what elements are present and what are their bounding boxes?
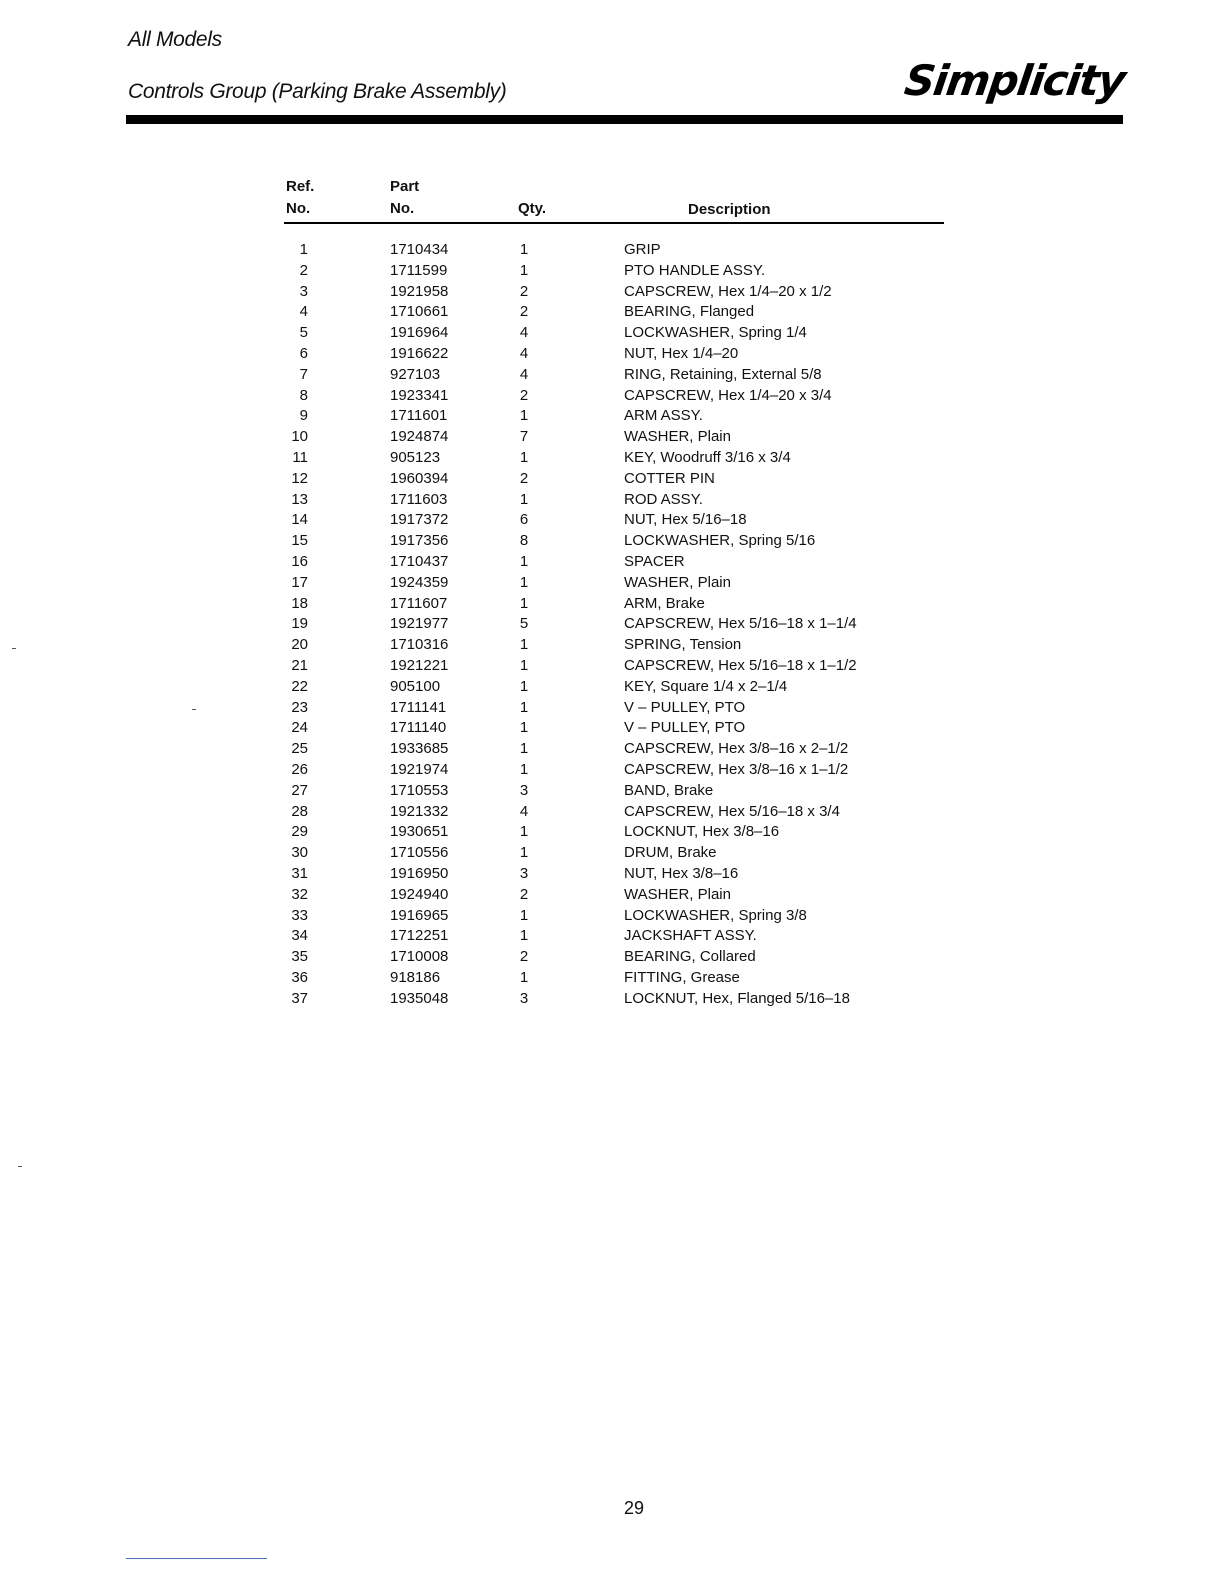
part-number-cell: 1710316 <box>390 636 449 654</box>
qty-cell: 4 <box>519 802 529 820</box>
table-row <box>0 386 1224 407</box>
description-cell: LOCKWASHER, Spring 5/16 <box>624 532 816 550</box>
ref-cell: 2 <box>299 261 308 279</box>
footer-rule <box>126 1558 267 1559</box>
qty-cell: 1 <box>519 844 529 862</box>
header-rule <box>126 115 1123 124</box>
table-row <box>0 781 1224 802</box>
description-cell: ARM, Brake <box>624 594 705 612</box>
description-cell: FITTING, Grease <box>624 968 740 986</box>
col-header-part-line1: Part <box>390 178 420 195</box>
ref-cell: 14 <box>291 511 308 529</box>
ref-cell: 4 <box>299 303 308 321</box>
part-number-cell: 1921977 <box>390 615 449 633</box>
table-row <box>0 344 1224 365</box>
part-number-cell: 1924359 <box>390 573 449 591</box>
qty-cell: 1 <box>519 740 529 758</box>
ref-cell: 36 <box>291 968 308 986</box>
ref-cell: 22 <box>291 677 308 695</box>
description-cell: CAPSCREW, Hex 3/8–16 x 1–1/2 <box>624 760 849 778</box>
table-row <box>0 718 1224 739</box>
part-number-cell: 1924874 <box>390 428 449 446</box>
qty-cell: 5 <box>519 615 529 633</box>
qty-cell: 2 <box>519 282 529 300</box>
scan-speck <box>192 709 196 710</box>
table-row <box>0 677 1224 698</box>
ref-cell: 29 <box>291 823 308 841</box>
table-header-rule <box>284 222 944 224</box>
models-label: All Models <box>128 28 222 51</box>
description-cell: SPRING, Tension <box>624 636 742 654</box>
ref-cell: 8 <box>299 386 308 404</box>
brand-logo: Simplicity <box>901 56 1128 105</box>
table-row <box>0 885 1224 906</box>
table-row <box>0 510 1224 531</box>
description-cell: SPACER <box>624 552 685 570</box>
description-cell: V – PULLEY, PTO <box>624 719 746 737</box>
ref-cell: 35 <box>291 948 308 966</box>
table-row <box>0 573 1224 594</box>
parts-table <box>0 240 1224 1009</box>
table-row <box>0 968 1224 989</box>
qty-cell: 1 <box>519 823 529 841</box>
part-number-cell: 1710553 <box>390 781 449 799</box>
ref-cell: 13 <box>291 490 308 508</box>
table-row <box>0 427 1224 448</box>
description-cell: CAPSCREW, Hex 1/4–20 x 3/4 <box>624 386 832 404</box>
part-number-cell: 1710434 <box>390 241 449 258</box>
table-row <box>0 323 1224 344</box>
qty-cell: 1 <box>519 760 529 778</box>
part-number-cell: 1916964 <box>390 324 449 342</box>
qty-cell: 3 <box>519 864 529 882</box>
part-number-cell: 905123 <box>390 448 441 466</box>
table-row <box>0 240 1224 261</box>
ref-cell: 15 <box>291 532 308 550</box>
table-row <box>0 490 1224 511</box>
col-header-description: Description <box>688 201 771 218</box>
table-row <box>0 635 1224 656</box>
table-row <box>0 406 1224 427</box>
ref-cell: 10 <box>291 428 308 446</box>
table-row <box>0 531 1224 552</box>
qty-cell: 1 <box>519 636 529 654</box>
part-number-cell: 1921332 <box>390 802 449 820</box>
ref-cell: 21 <box>291 656 308 674</box>
ref-cell: 18 <box>291 594 308 612</box>
qty-cell: 1 <box>519 968 529 986</box>
description-cell: BEARING, Flanged <box>624 303 755 321</box>
qty-cell: 2 <box>519 303 529 321</box>
col-header-ref-line1: Ref. <box>286 178 315 195</box>
description-cell: GRIP <box>624 241 661 258</box>
part-number-cell: 1712251 <box>390 927 449 945</box>
ref-cell: 25 <box>291 740 308 758</box>
ref-cell: 20 <box>291 636 308 654</box>
table-row <box>0 947 1224 968</box>
description-cell: BEARING, Collared <box>624 948 756 966</box>
description-cell: LOCKNUT, Hex, Flanged 5/16–18 <box>624 989 850 1007</box>
part-number-cell: 1921958 <box>390 282 449 300</box>
part-number-cell: 1930651 <box>390 823 449 841</box>
description-cell: CAPSCREW, Hex 3/8–16 x 2–1/2 <box>624 740 849 758</box>
description-cell: CAPSCREW, Hex 5/16–18 x 1–1/4 <box>624 615 857 633</box>
qty-cell: 2 <box>519 386 529 404</box>
section-title: Controls Group (Parking Brake Assembly) <box>128 80 507 103</box>
qty-cell: 1 <box>519 656 529 674</box>
part-number-cell: 1711141 <box>390 698 447 716</box>
qty-cell: 1 <box>519 261 529 279</box>
part-number-cell: 1711603 <box>390 490 448 508</box>
scan-speck <box>18 1166 22 1167</box>
description-cell: PTO HANDLE ASSY. <box>624 261 766 279</box>
col-header-ref-line2: No. <box>286 200 311 217</box>
ref-cell: 7 <box>299 365 308 383</box>
qty-cell: 1 <box>519 594 529 612</box>
table-row <box>0 448 1224 469</box>
table-row <box>0 906 1224 927</box>
table-row <box>0 843 1224 864</box>
qty-cell: 4 <box>519 344 529 362</box>
page-number: 29 <box>624 1498 645 1518</box>
table-row <box>0 760 1224 781</box>
qty-cell: 3 <box>519 781 529 799</box>
table-row <box>0 989 1224 1010</box>
table-row <box>0 469 1224 490</box>
description-cell: LOCKWASHER, Spring 3/8 <box>624 906 807 924</box>
ref-cell: 23 <box>291 698 308 716</box>
description-cell: COTTER PIN <box>624 469 715 487</box>
part-number-cell: 1916965 <box>390 906 449 924</box>
ref-cell: 5 <box>299 324 308 342</box>
scan-speck <box>12 648 16 649</box>
description-cell: DRUM, Brake <box>624 844 717 862</box>
qty-cell: 6 <box>519 511 529 529</box>
part-number-cell: 918186 <box>390 968 441 986</box>
part-number-cell: 1710661 <box>390 303 449 321</box>
qty-cell: 1 <box>519 698 529 716</box>
col-header-part-line2: No. <box>390 200 415 217</box>
part-number-cell: 1917372 <box>390 511 449 529</box>
part-number-cell: 1935048 <box>390 989 449 1007</box>
ref-cell: 34 <box>291 927 308 945</box>
part-number-cell: 1933685 <box>390 740 449 758</box>
col-header-qty: Qty. <box>518 200 547 217</box>
table-row <box>0 365 1224 386</box>
qty-cell: 1 <box>519 906 529 924</box>
ref-cell: 24 <box>291 719 308 737</box>
description-cell: WASHER, Plain <box>624 573 731 591</box>
description-cell: JACKSHAFT ASSY. <box>624 927 757 945</box>
table-row <box>0 739 1224 760</box>
table-row <box>0 864 1224 885</box>
description-cell: CAPSCREW, Hex 5/16–18 x 1–1/2 <box>624 656 857 674</box>
description-cell: KEY, Woodruff 3/16 x 3/4 <box>624 448 791 466</box>
ref-cell: 1 <box>299 241 308 258</box>
qty-cell: 1 <box>519 407 529 425</box>
table-row <box>0 282 1224 303</box>
ref-cell: 28 <box>291 802 308 820</box>
part-number-cell: 1710008 <box>390 948 449 966</box>
description-cell: LOCKWASHER, Spring 1/4 <box>624 324 807 342</box>
description-cell: BAND, Brake <box>624 781 714 799</box>
ref-cell: 33 <box>291 906 308 924</box>
part-number-cell: 1924940 <box>390 885 449 903</box>
qty-cell: 1 <box>519 573 529 591</box>
qty-cell: 3 <box>519 989 529 1007</box>
ref-cell: 31 <box>291 864 308 882</box>
ref-cell: 19 <box>291 615 308 633</box>
qty-cell: 4 <box>519 365 529 383</box>
part-number-cell: 1711599 <box>390 261 448 279</box>
ref-cell: 30 <box>291 844 308 862</box>
ref-cell: 12 <box>291 469 308 487</box>
description-cell: NUT, Hex 5/16–18 <box>624 511 747 529</box>
ref-cell: 9 <box>299 407 308 425</box>
qty-cell: 8 <box>519 532 529 550</box>
qty-cell: 1 <box>519 552 529 570</box>
ref-cell: 6 <box>299 344 308 362</box>
table-row <box>0 802 1224 823</box>
part-number-cell: 1711607 <box>390 594 448 612</box>
description-cell: ARM ASSY. <box>624 407 703 425</box>
description-cell: NUT, Hex 3/8–16 <box>624 864 739 882</box>
description-cell: KEY, Square 1/4 x 2–1/4 <box>624 677 788 695</box>
part-number-cell: 1960394 <box>390 469 449 487</box>
table-row <box>0 656 1224 677</box>
qty-cell: 1 <box>519 241 529 258</box>
ref-cell: 26 <box>291 760 308 778</box>
table-row <box>0 261 1224 282</box>
part-number-cell: 1710556 <box>390 844 449 862</box>
part-number-cell: 927103 <box>390 365 441 383</box>
part-number-cell: 1917356 <box>390 532 449 550</box>
qty-cell: 2 <box>519 469 529 487</box>
ref-cell: 37 <box>291 989 308 1007</box>
qty-cell: 7 <box>519 428 529 446</box>
part-number-cell: 1921974 <box>390 760 449 778</box>
description-cell: CAPSCREW, Hex 1/4–20 x 1/2 <box>624 282 832 300</box>
description-cell: WASHER, Plain <box>624 885 731 903</box>
qty-cell: 1 <box>519 927 529 945</box>
table-row <box>0 614 1224 635</box>
qty-cell: 2 <box>519 885 529 903</box>
ref-cell: 16 <box>291 552 308 570</box>
part-number-cell: 905100 <box>390 677 441 695</box>
description-cell: CAPSCREW, Hex 5/16–18 x 3/4 <box>624 802 840 820</box>
ref-cell: 17 <box>291 573 308 591</box>
ref-cell: 11 <box>292 448 308 466</box>
qty-cell: 4 <box>519 324 529 342</box>
description-cell: V – PULLEY, PTO <box>624 698 746 716</box>
table-row <box>0 698 1224 719</box>
part-number-cell: 1916950 <box>390 864 449 882</box>
table-row <box>0 822 1224 843</box>
part-number-cell: 1711601 <box>390 407 448 425</box>
description-cell: ROD ASSY. <box>624 490 703 508</box>
part-number-cell: 1711140 <box>390 719 447 737</box>
description-cell: LOCKNUT, Hex 3/8–16 <box>624 823 780 841</box>
qty-cell: 1 <box>519 677 529 695</box>
qty-cell: 2 <box>519 948 529 966</box>
ref-cell: 27 <box>291 781 308 799</box>
part-number-cell: 1710437 <box>390 552 449 570</box>
part-number-cell: 1921221 <box>390 656 449 674</box>
table-row <box>0 926 1224 947</box>
part-number-cell: 1923341 <box>390 386 449 404</box>
part-number-cell: 1916622 <box>390 344 449 362</box>
table-row <box>0 552 1224 573</box>
description-cell: NUT, Hex 1/4–20 <box>624 344 739 362</box>
table-row <box>0 302 1224 323</box>
qty-cell: 1 <box>519 448 529 466</box>
qty-cell: 1 <box>519 490 529 508</box>
description-cell: WASHER, Plain <box>624 428 731 446</box>
ref-cell: 32 <box>291 885 308 903</box>
description-cell: RING, Retaining, External 5/8 <box>624 365 822 383</box>
qty-cell: 1 <box>519 719 529 737</box>
table-row <box>0 594 1224 615</box>
ref-cell: 3 <box>299 282 308 300</box>
